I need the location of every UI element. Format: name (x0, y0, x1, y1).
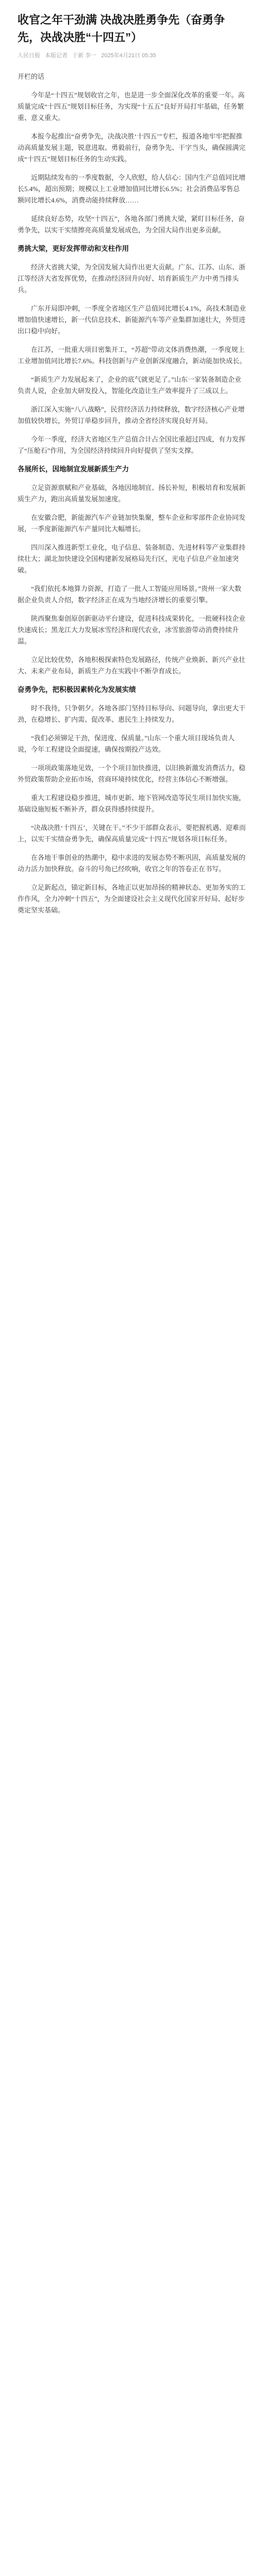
article-section: 本版记者 (45, 53, 68, 59)
paragraph: 本报今起推出“奋勇争先，决战决胜‘十四五’”专栏，报道各地牢牢把握推动高质量发展主题，锐意进取、勇毅前行，奋勇争先、干字当头，确保圆满完成“十四五”规划目标任务的生动实践。 (18, 132, 246, 163)
paragraph: “我们依托本地算力资源，打造了一批人工智能应用场景。”贵州一家大数据企业负责人介绍，数字经济正在成为当地经济增长的重要引擎。 (18, 585, 242, 604)
paragraph: 在各地干事创业的热潮中，稳中求进的发展态势不断巩固，高质量发展的动力活力加快释放。奋斗的号角已经吹响，收官之年的答卷正在书写。 (18, 854, 246, 873)
article-lead: 开栏的话 (18, 73, 45, 80)
section-heading: 勇挑大梁，更好发挥带动和支柱作用 (18, 245, 129, 252)
article-body (18, 90, 246, 916)
paragraph: 四川深入推进新型工业化，电子信息、装备制造、先进材料等产业集群持续壮大；湖北加快建设全国构建新发展格局先行区，光电子信息产业加速突破。 (18, 544, 246, 574)
paragraph: 陕西聚焦秦创原创新驱动平台建设，促进科技成果转化，一批硬科技企业快速成长；黑龙江大力发展冰雪经济和现代农业，冰雪旅游带动消费持续升温。 (18, 615, 246, 645)
article-title: 收官之年干劲满 决战决胜勇争先（奋勇争先，决战决胜“十四五”） (18, 13, 225, 44)
paragraph: 今年是“十四五”规划收官之年，也是进一步全面深化改革的重要一年。高质量完成“十四五”规划目标任务，为实现“十五五”良好开局打牢基础，任务繁重、意义重大。 (18, 91, 245, 122)
article-date: 2025年4月21日 05:35 (101, 53, 156, 59)
paragraph: 重大工程建设稳步推进，城市更新、地下管网改造等民生项目加快实施，基础设施短板不断补齐，群众获得感持续提升。 (18, 794, 246, 813)
paragraph: “我们必须铆足干劲，保进度、保质量。”山东一个重大项目现场负责人说，今年工程建设全面提速，确保按期投产达效。 (18, 734, 235, 753)
paragraph: 时不我待，只争朝夕。各地各部门坚持目标导向、问题导向，拿出更大干劲，在稳增长、扩内需、促改革、惠民生上持续发力。 (18, 704, 246, 723)
article (0, 0, 264, 946)
paragraph: 在安徽合肥，新能源汽车产业链加快集聚，整车企业和零部件企业协同发展，一季度新能源汽车产量同比大幅增长。 (18, 514, 246, 533)
paragraph: 延续良好态势，攻坚“十四五”，各地各部门勇挑大梁，紧盯目标任务，奋勇争先，以实干实绩擦亮高质量发展成色，为全国大局作出更多贡献。 (18, 215, 245, 234)
section-heading: 各展所长，因地制宜发展新质生产力 (18, 465, 129, 473)
paragraph: 今年一季度，经济大省地区生产总值合计占全国比重超过四成，有力发挥了“压舱石”作用，为全国经济持续回升向好提供了坚实支撑。 (18, 435, 246, 454)
paragraph: 立足新起点，锚定新目标，各地正以更加昂扬的精神状态、更加务实的工作作风，全力冲刺“十四五”，为全面建设社会主义现代化国家开好局、起好步奠定坚实基础。 (18, 884, 246, 914)
paragraph: 经济大省挑大梁，为全国发展大局作出更大贡献。广东、江苏、山东、浙江等经济大省发挥优势，在推动经济回升向好、培育新质生产力中勇当排头兵。 (18, 263, 246, 294)
paragraph: “决战决胜‘十四五’，关键在干。”不少干部群众表示，要把握机遇、迎难而上，以实干实绩奋勇争先，确保高质量完成“十四五”规划各项目标任务。 (18, 824, 246, 843)
article-author: 于新 李一 (72, 53, 97, 59)
section-heading: 奋勇争先，把积极因素转化为发展实绩 (18, 686, 136, 693)
paragraph: 近期陆续发布的一季度数据，令人欣慰，给人信心：国内生产总值同比增长5.4%，超出预期；规模以上工业增加值同比增长6.5%；社会消费品零售总额同比增长4.6%，消费动能持续释放…… (18, 174, 246, 204)
paragraph: 广东开局即冲刺，一季度全省地区生产总值同比增长4.1%，高技术制造业增加值快速增长，新一代信息技术、新能源汽车等产业集群加速壮大，外贸进出口稳中向好。 (18, 304, 246, 335)
article-meta (18, 52, 246, 60)
paragraph: 浙江深入实施“八八战略”，民营经济活力持续释放，数字经济核心产业增加值较快增长，外贸订单稳步回升，推动全省经济实现良好开局。 (18, 405, 245, 425)
paragraph: “新质生产力发展起来了，企业的底气就更足了。”山东一家装备制造企业负责人说，企业加大研发投入，智能化改造让生产效率提升了三成以上。 (18, 376, 242, 395)
paragraph: 在江苏，一批重大项目密集开工，“苏超”带动文体消费热潮，一季度规上工业增加值同比增长7.6%。科技创新与产业创新深度融合，新动能加快成长。 (18, 346, 246, 365)
paragraph: 立足资源禀赋和产业基础，各地因地制宜、扬长补短，积极培育和发展新质生产力，跑出高质量发展加速度。 (18, 484, 246, 503)
article-source: 人民日报 (18, 53, 40, 59)
paragraph: 一项项政策落地见效，一个个项目加快推进，以旧换新激发消费活力，稳外贸政策帮助企业拓市场，营商环境持续优化，经营主体信心不断增强。 (18, 764, 246, 783)
paragraph: 立足比较优势，各地积极探索特色发展路径，传统产业焕新、新兴产业壮大、未来产业布局，新质生产力在实践中不断孕育成长。 (18, 656, 246, 675)
